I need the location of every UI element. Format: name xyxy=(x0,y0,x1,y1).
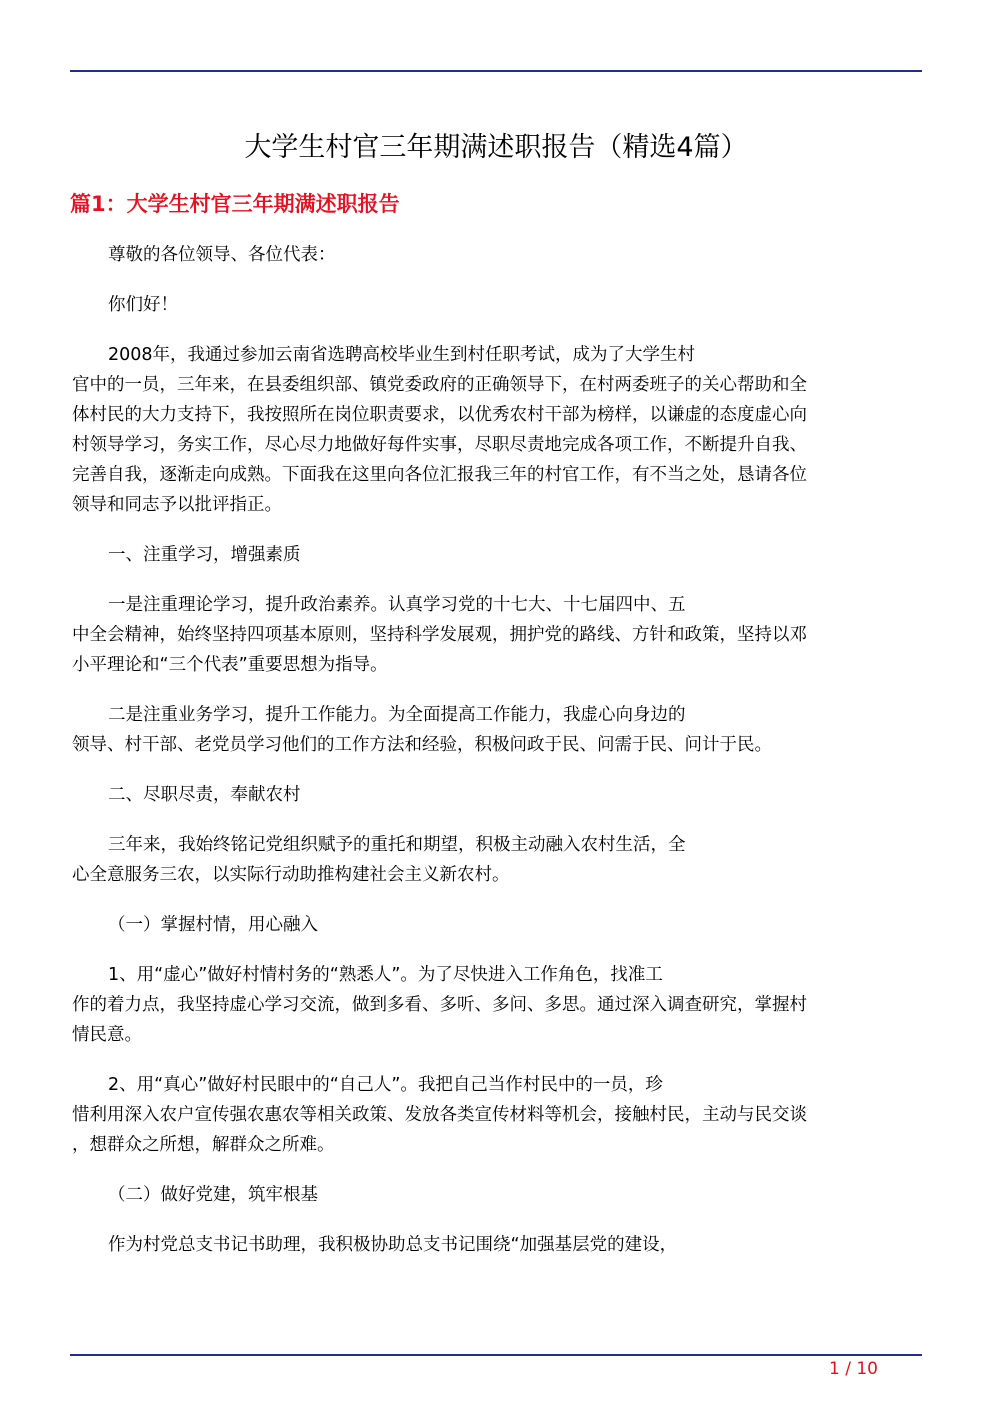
header-rule xyxy=(70,70,922,72)
paragraph-line: 小平理论和“三个代表”重要思想为指导。 xyxy=(72,655,388,675)
section-title: 篇1：大学生村官三年期满述职报告 xyxy=(70,192,400,216)
paragraph xyxy=(72,340,918,520)
paragraph xyxy=(72,290,918,320)
page-number: 1 / 10 xyxy=(829,1359,878,1379)
paragraph-line: 作为村党总支书记书助理，我积极协助总支书记围绕“加强基层党的建设， xyxy=(108,1235,678,1255)
paragraph-line: 一是注重理论学习，提升政治素养。认真学习党的十七大、十七届四中、五 xyxy=(108,595,686,615)
paragraph-line: 一、注重学习，增强素质 xyxy=(108,545,301,565)
document-title: 大学生村官三年期满述职报告（精选4篇） xyxy=(244,132,748,163)
subheading xyxy=(72,910,918,940)
paragraph-line: 心全意服务三农，以实际行动助推构建社会主义新农村。 xyxy=(72,865,510,885)
paragraph-line: 作的着力点，我坚持虚心学习交流，做到多看、多听、多问、多思。通过深入调查研究，掌握村 xyxy=(72,995,807,1015)
paragraph-line: 你们好！ xyxy=(108,295,178,315)
paragraph-line: 二、尽职尽责，奉献农村 xyxy=(108,785,301,805)
paragraph xyxy=(72,830,918,890)
subheading xyxy=(72,540,918,570)
paragraph xyxy=(72,960,918,1050)
subheading xyxy=(72,1180,918,1210)
paragraph-line: 惜利用深入农户宣传强农惠农等相关政策、发放各类宣传材料等机会，接触村民，主动与民交谈 xyxy=(72,1105,807,1125)
paragraph-line: 1、用“虚心”做好村情村务的“熟悉人”。为了尽快进入工作角色，找准工 xyxy=(108,965,663,985)
paragraph-line: 2、用“真心”做好村民眼中的“自己人”。我把自己当作村民中的一员，珍 xyxy=(108,1075,663,1095)
paragraph-line: 中全会精神，始终坚持四项基本原则，坚持科学发展观，拥护党的路线、方针和政策，坚持以邓 xyxy=(72,625,807,645)
document-body xyxy=(72,240,918,1280)
paragraph-line: 领导、村干部、老党员学习他们的工作方法和经验，积极问政于民、问需于民、问计于民。 xyxy=(72,735,772,755)
paragraph-line: 官中的一员，三年来，在县委组织部、镇党委政府的正确领导下，在村两委班子的关心帮助和全 xyxy=(72,375,807,395)
paragraph-line: 尊敬的各位领导、各位代表： xyxy=(108,245,336,265)
paragraph-line: 2008年，我通过参加云南省选聘高校毕业生到村任职考试，成为了大学生村 xyxy=(108,345,696,365)
paragraph xyxy=(72,590,918,680)
paragraph-line: 体村民的大力支持下，我按照所在岗位职责要求，以优秀农村干部为榜样，以谦虚的态度虚心向 xyxy=(72,405,807,425)
paragraph-line: （一）掌握村情，用心融入 xyxy=(108,915,318,935)
paragraph-line: （二）做好党建，筑牢根基 xyxy=(108,1185,318,1205)
paragraph-line: 二是注重业务学习，提升工作能力。为全面提高工作能力，我虚心向身边的 xyxy=(108,705,686,725)
paragraph-line: 村领导学习，务实工作，尽心尽力地做好每件实事，尽职尽责地完成各项工作，不断提升自我、 xyxy=(72,435,807,455)
paragraph-line: 完善自我，逐渐走向成熟。下面我在这里向各位汇报我三年的村官工作，有不当之处，恳请各位 xyxy=(72,465,807,485)
footer-rule xyxy=(70,1354,922,1356)
paragraph-line: 三年来，我始终铭记党组织赋予的重托和期望，积极主动融入农村生活，全 xyxy=(108,835,686,855)
paragraph-line: 情民意。 xyxy=(72,1025,142,1045)
paragraph xyxy=(72,1230,918,1260)
paragraph xyxy=(72,240,918,270)
paragraph xyxy=(72,700,918,760)
paragraph-line: ，想群众之所想，解群众之所难。 xyxy=(72,1135,335,1155)
paragraph xyxy=(72,1070,918,1160)
subheading xyxy=(72,780,918,810)
paragraph-line: 领导和同志予以批评指正。 xyxy=(72,495,282,515)
